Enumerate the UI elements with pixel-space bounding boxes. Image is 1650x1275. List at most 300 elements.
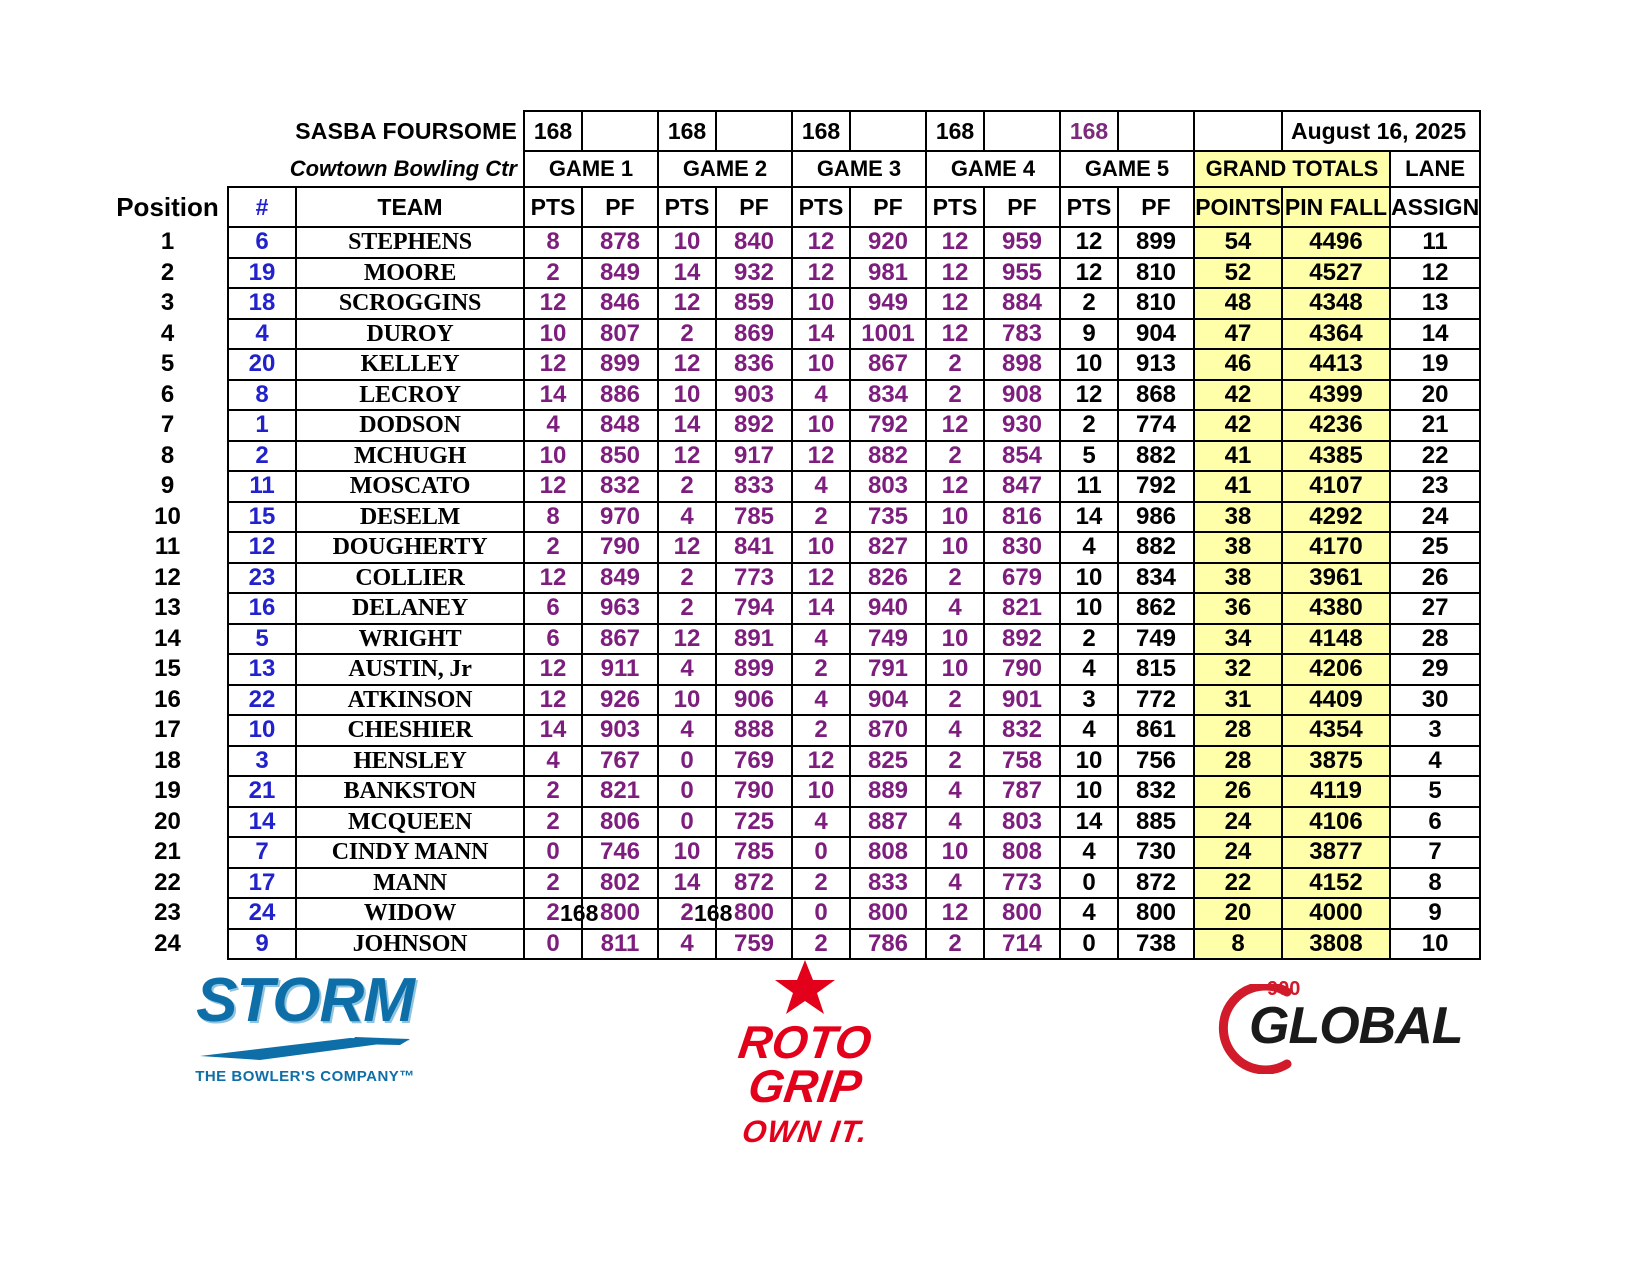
handicap-game-3: 168 [792,111,850,151]
row-team-name: CHESHIER [296,715,524,746]
row-g4p: 12 [926,258,984,289]
column-g3-pts: PTS [792,187,850,227]
row-g1p: 6 [524,593,582,624]
row-g1f: 899 [582,349,658,380]
table-row[interactable] [108,349,1480,380]
table-row[interactable] [108,258,1480,289]
row-lane-assign: 10 [1390,929,1480,960]
table-row[interactable] [108,685,1480,716]
row-g2p: 2 [658,898,716,929]
row-g1p: 12 [524,471,582,502]
center-name: Cowtown Bowling Ctr [289,155,517,181]
row-lane-assign: 19 [1390,349,1480,380]
row-lane-assign: 7 [1390,837,1480,868]
row-g3p: 0 [792,898,850,929]
row-team-name: AUSTIN, Jr [296,654,524,685]
row-g5p: 2 [1060,288,1118,319]
row-g4f: 884 [984,288,1060,319]
standings-rows [108,227,1480,959]
row-g4f: 803 [984,807,1060,838]
row-lane-assign: 25 [1390,532,1480,563]
handicap-game-5: 168 [1060,111,1118,151]
handicap-game-1: 168 [524,111,582,151]
row-g1f: 846 [582,288,658,319]
game-4-header: GAME 4 [926,151,1060,187]
row-g5p: 4 [1060,837,1118,868]
row-team-number: 4 [228,319,296,350]
row-g4p: 12 [926,898,984,929]
roto-word-2: GRIP [745,1059,866,1112]
row-g2f: 906 [716,685,792,716]
row-g1p: 6 [524,624,582,655]
row-g1p: 4 [524,410,582,441]
row-team-name: MCHUGH [296,441,524,472]
row-team-name: COLLIER [296,563,524,594]
column-g3-pf: PF [850,187,926,227]
table-row[interactable] [108,746,1480,777]
row-g5f: 862 [1118,593,1194,624]
row-g3p: 4 [792,624,850,655]
table-row[interactable] [108,532,1480,563]
row-g4p: 2 [926,380,984,411]
table-row[interactable] [108,807,1480,838]
row-total-points: 48 [1194,288,1282,319]
row-position: 12 [154,563,181,591]
row-team-number: 18 [228,288,296,319]
roto-word-1: ROTO [735,1016,875,1068]
row-g1f: 963 [582,593,658,624]
row-position: 8 [160,441,175,469]
row-g2f: 840 [716,227,792,258]
row-total-pinfall: 3808 [1282,929,1390,960]
row-team-number: 13 [228,654,296,685]
row-lane-assign: 12 [1390,258,1480,289]
row-total-points: 31 [1194,685,1282,716]
row-total-points: 22 [1194,868,1282,899]
row-g1p: 0 [524,837,582,868]
table-row[interactable] [108,929,1480,960]
row-g2f: 903 [716,380,792,411]
footer-handicap-marks [108,900,1548,930]
row-g4p: 4 [926,593,984,624]
row-g2p: 10 [658,685,716,716]
table-row[interactable] [108,227,1480,258]
row-position: 22 [154,868,181,896]
row-total-points: 28 [1194,715,1282,746]
row-g3p: 4 [792,807,850,838]
row-g5f: 772 [1118,685,1194,716]
row-total-pinfall: 4364 [1282,319,1390,350]
row-g1f: 848 [582,410,658,441]
row-total-points: 24 [1194,837,1282,868]
row-total-pinfall: 4527 [1282,258,1390,289]
row-g2f: 800 [716,898,792,929]
row-g2p: 2 [658,471,716,502]
table-row[interactable] [108,563,1480,594]
table-row[interactable] [108,288,1480,319]
row-g1p: 14 [524,715,582,746]
row-g5p: 12 [1060,258,1118,289]
row-total-pinfall: 4152 [1282,868,1390,899]
row-g4f: 808 [984,837,1060,868]
row-g2p: 12 [658,349,716,380]
row-team-number: 11 [228,471,296,502]
row-g1p: 8 [524,502,582,533]
row-g1p: 2 [524,898,582,929]
row-lane-assign: 6 [1390,807,1480,838]
row-g3f: 834 [850,380,926,411]
grand-totals-header: GRAND TOTALS [1194,151,1390,187]
column-g1-pts: PTS [524,187,582,227]
row-position: 19 [154,777,181,805]
column-pin-fall: PIN FALL [1282,187,1390,227]
row-position: 24 [154,929,181,957]
row-g4f: 816 [984,502,1060,533]
row-g1f: 806 [582,807,658,838]
table-row[interactable] [108,502,1480,533]
row-total-points: 24 [1194,807,1282,838]
row-g1f: 970 [582,502,658,533]
row-g1f: 811 [582,929,658,960]
row-team-number: 10 [228,715,296,746]
row-g4f: 854 [984,441,1060,472]
row-team-name: MOSCATO [296,471,524,502]
row-g1p: 2 [524,258,582,289]
row-g3p: 0 [792,837,850,868]
row-total-pinfall: 4409 [1282,685,1390,716]
row-g1p: 2 [524,532,582,563]
row-g1f: 790 [582,532,658,563]
row-g2p: 4 [658,715,716,746]
table-row[interactable] [108,380,1480,411]
row-total-points: 46 [1194,349,1282,380]
lane-header: LANE [1390,151,1480,187]
header-spacer [108,111,228,151]
report-date: August 16, 2025 [1291,117,1467,144]
row-team-name: DOUGHERTY [296,532,524,563]
row-total-pinfall: 3961 [1282,563,1390,594]
row-g2p: 12 [658,288,716,319]
row-g4p: 12 [926,288,984,319]
row-g1f: 886 [582,380,658,411]
handicap-spacer-3 [850,111,926,151]
row-g3f: 825 [850,746,926,777]
row-team-name: KELLEY [296,349,524,380]
row-total-points: 54 [1194,227,1282,258]
row-total-points: 47 [1194,319,1282,350]
row-g2p: 14 [658,410,716,441]
row-g5p: 10 [1060,746,1118,777]
column-g4-pf: PF [984,187,1060,227]
row-total-points: 26 [1194,776,1282,807]
row-g4f: 847 [984,471,1060,502]
row-total-points: 38 [1194,563,1282,594]
row-total-points: 41 [1194,441,1282,472]
row-total-pinfall: 3875 [1282,746,1390,777]
header-row-columns [108,187,1480,227]
row-lane-assign: 30 [1390,685,1480,716]
row-g1p: 2 [524,868,582,899]
row-g5f: 810 [1118,288,1194,319]
row-g3f: 792 [850,410,926,441]
row-g3p: 10 [792,532,850,563]
row-total-points: 42 [1194,410,1282,441]
row-total-points: 36 [1194,593,1282,624]
row-g4f: 892 [984,624,1060,655]
row-g1p: 2 [524,807,582,838]
row-position: 2 [160,258,175,286]
row-g5p: 2 [1060,624,1118,655]
row-total-points: 8 [1194,929,1282,960]
row-g3f: 826 [850,563,926,594]
row-g2f: 836 [716,349,792,380]
row-g5f: 986 [1118,502,1194,533]
row-g5p: 10 [1060,776,1118,807]
row-g1p: 10 [524,441,582,472]
row-total-pinfall: 4380 [1282,593,1390,624]
row-g2p: 0 [658,807,716,838]
table-row[interactable] [108,776,1480,807]
row-team-number: 16 [228,593,296,624]
row-team-number: 12 [228,532,296,563]
row-lane-assign: 4 [1390,746,1480,777]
row-team-name: SCROGGINS [296,288,524,319]
row-position: 14 [154,624,181,652]
row-g2p: 4 [658,929,716,960]
handicap-spacer-2 [716,111,792,151]
row-g2f: 872 [716,868,792,899]
row-g2p: 0 [658,776,716,807]
row-total-pinfall: 4000 [1282,898,1390,929]
column-g2-pts: PTS [658,187,716,227]
column-g2-pf: PF [716,187,792,227]
row-g4f: 930 [984,410,1060,441]
row-g4f: 790 [984,654,1060,685]
table-row[interactable] [108,868,1480,899]
row-g2p: 2 [658,319,716,350]
row-position: 21 [154,838,181,866]
row-g5p: 4 [1060,532,1118,563]
row-g3p: 4 [792,685,850,716]
row-g5p: 0 [1060,929,1118,960]
row-g1f: 911 [582,654,658,685]
row-g2p: 12 [658,441,716,472]
row-g3f: 808 [850,837,926,868]
row-lane-assign: 13 [1390,288,1480,319]
table-row[interactable] [108,441,1480,472]
row-position: 10 [154,502,181,530]
row-g4p: 12 [926,227,984,258]
row-g5p: 14 [1060,807,1118,838]
row-g4p: 4 [926,776,984,807]
row-total-points: 34 [1194,624,1282,655]
row-g1p: 12 [524,563,582,594]
row-g2f: 917 [716,441,792,472]
row-position: 17 [154,716,181,744]
table-row[interactable] [108,593,1480,624]
row-total-pinfall: 4385 [1282,441,1390,472]
row-g2f: 833 [716,471,792,502]
row-g1p: 12 [524,349,582,380]
row-team-number: 5 [228,624,296,655]
row-g2f: 725 [716,807,792,838]
row-g2f: 785 [716,837,792,868]
row-g3f: 800 [850,898,926,929]
row-g1f: 867 [582,624,658,655]
row-total-pinfall: 4206 [1282,654,1390,685]
global-900-text: 900 [1267,978,1301,1000]
row-g3f: 870 [850,715,926,746]
row-g1p: 4 [524,746,582,777]
row-g2f: 790 [716,776,792,807]
column-g5-pts: PTS [1060,187,1118,227]
handicap-spacer-4 [984,111,1060,151]
row-total-pinfall: 4354 [1282,715,1390,746]
table-row[interactable] [108,624,1480,655]
row-g2f: 899 [716,654,792,685]
row-g5p: 14 [1060,502,1118,533]
row-lane-assign: 26 [1390,563,1480,594]
column-position: Position [116,192,219,222]
row-team-name: WIDOW [296,898,524,929]
table-row[interactable] [108,471,1480,502]
header-spacer-2 [108,151,228,187]
row-g5f: 861 [1118,715,1194,746]
row-g5p: 2 [1060,410,1118,441]
row-team-number: 14 [228,807,296,838]
row-g1p: 12 [524,654,582,685]
row-g1p: 2 [524,776,582,807]
row-g4p: 2 [926,929,984,960]
row-g3p: 10 [792,349,850,380]
row-g5p: 10 [1060,593,1118,624]
row-team-name: LECROY [296,380,524,411]
row-g1f: 849 [582,258,658,289]
row-g3f: 889 [850,776,926,807]
row-team-name: CINDY MANN [296,837,524,868]
header-row-handicaps [108,111,1480,151]
row-team-name: STEPHENS [296,227,524,258]
row-team-name: WRIGHT [296,624,524,655]
header-row-games [108,151,1480,187]
row-g5f: 904 [1118,319,1194,350]
row-g5p: 10 [1060,563,1118,594]
row-g4f: 783 [984,319,1060,350]
row-g2p: 4 [658,654,716,685]
row-g1f: 832 [582,471,658,502]
table-row[interactable] [108,410,1480,441]
row-g1f: 767 [582,746,658,777]
row-team-number: 23 [228,563,296,594]
row-team-number: 6 [228,227,296,258]
row-total-points: 20 [1194,898,1282,929]
row-g4p: 2 [926,441,984,472]
row-g1f: 746 [582,837,658,868]
row-lane-assign: 23 [1390,471,1480,502]
row-lane-assign: 8 [1390,868,1480,899]
game-3-header: GAME 3 [792,151,926,187]
row-total-pinfall: 4348 [1282,288,1390,319]
column-g1-pf: PF [582,187,658,227]
row-position: 11 [154,533,181,561]
row-g5p: 12 [1060,380,1118,411]
storm-logo [160,966,450,1110]
row-g2f: 892 [716,410,792,441]
row-lane-assign: 22 [1390,441,1480,472]
global-900-logo [1225,980,1485,1090]
row-lane-assign: 20 [1390,380,1480,411]
row-team-number: 8 [228,380,296,411]
row-g3p: 14 [792,319,850,350]
game-5-header: GAME 5 [1060,151,1194,187]
row-team-number: 7 [228,837,296,868]
row-lane-assign: 29 [1390,654,1480,685]
row-lane-assign: 14 [1390,319,1480,350]
row-g3f: 827 [850,532,926,563]
row-g3p: 10 [792,776,850,807]
row-g3p: 12 [792,227,850,258]
row-g1f: 802 [582,868,658,899]
row-g2p: 12 [658,624,716,655]
row-g2p: 4 [658,502,716,533]
row-total-pinfall: 4496 [1282,227,1390,258]
row-total-pinfall: 4106 [1282,807,1390,838]
row-team-number: 19 [228,258,296,289]
handicap-spacer-1 [582,111,658,151]
row-g4f: 714 [984,929,1060,960]
row-g4f: 800 [984,898,1060,929]
row-g3p: 10 [792,288,850,319]
row-team-number: 17 [228,868,296,899]
row-g2f: 869 [716,319,792,350]
star-icon [770,960,840,1016]
row-g3f: 867 [850,349,926,380]
row-g1f: 850 [582,441,658,472]
row-position: 23 [154,899,181,927]
row-g2f: 841 [716,532,792,563]
row-team-name: JOHNSON [296,929,524,960]
row-g3f: 791 [850,654,926,685]
footer-mark-2: 168 [694,900,733,926]
row-lane-assign: 3 [1390,715,1480,746]
row-g3p: 4 [792,380,850,411]
row-g1p: 12 [524,288,582,319]
row-g5p: 10 [1060,349,1118,380]
row-g3p: 12 [792,746,850,777]
row-g5p: 4 [1060,654,1118,685]
row-lane-assign: 24 [1390,502,1480,533]
row-g2p: 12 [658,532,716,563]
row-g5f: 730 [1118,837,1194,868]
grand-total-spacer [1194,111,1282,151]
row-g3f: 786 [850,929,926,960]
table-row[interactable] [108,654,1480,685]
table-row[interactable] [108,837,1480,868]
row-team-number: 21 [228,776,296,807]
row-g2p: 10 [658,227,716,258]
row-g3p: 2 [792,929,850,960]
row-g4f: 955 [984,258,1060,289]
row-total-pinfall: 4236 [1282,410,1390,441]
row-g5f: 882 [1118,532,1194,563]
row-team-number: 22 [228,685,296,716]
row-g4f: 679 [984,563,1060,594]
row-g4p: 10 [926,502,984,533]
table-row[interactable] [108,319,1480,350]
table-row[interactable] [108,715,1480,746]
row-position: 13 [154,594,181,622]
row-team-number: 24 [228,898,296,929]
